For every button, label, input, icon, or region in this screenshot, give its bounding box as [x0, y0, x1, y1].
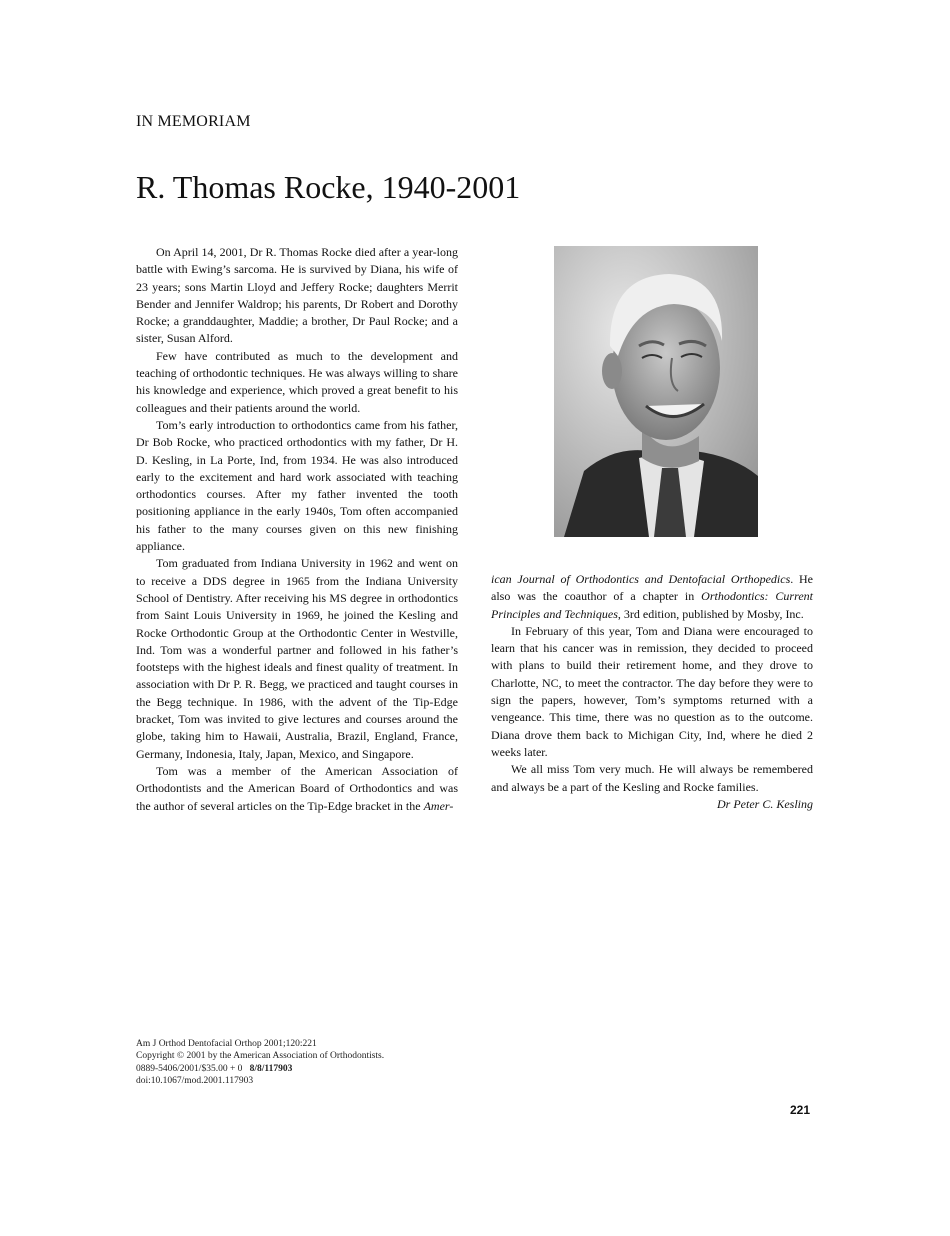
paragraph: Tom graduated from Indiana University in 1962 and went on to receive a DDS degree in 1965 from the Indiana University School of Dentistry. After receiving his MS degree in orthodontics from Saint Louis University in 1969, he joined the Kesling and Rocke Orthodontic Group at the Orthodontic Center in Westville, Ind. Tom was a wonderful partner and followed in his father’s footsteps with the highest ideals and finest quality of treatment. In association with Dr P. R. Begg, we practiced and taught courses in the Begg technique. In 1986, with the advent of the Tip-Edge bracket, Tom was invited to give lectures and courses around the globe, taking him to Hawaii, Australia, Brazil, England, France, Germany, Indonesia, Italy, Japan, Mexico, and Singapore. [136, 556, 458, 761]
portrait-photo [554, 246, 758, 537]
portrait-photo-icon [554, 246, 758, 537]
citation-footer [136, 1038, 384, 1088]
issn-code: 8/8/117903 [249, 1063, 293, 1074]
issn-line [136, 1063, 384, 1075]
paragraph-text: , 3rd edition, published by Mosby, Inc. [617, 606, 804, 621]
left-column [136, 244, 458, 815]
journal-name-start: Amer- [423, 798, 454, 813]
doi: doi:10.1067/mod.2001.117903 [136, 1076, 254, 1087]
paragraph: We all miss Tom very much. He will always be remembered and always be a part of the Kesling and Rocke families. [491, 762, 813, 794]
section-label: IN MEMORIAM [136, 113, 251, 130]
copyright: Copyright © 2001 by the American Association of Orthodontists. [136, 1051, 385, 1062]
paragraph [491, 571, 813, 623]
article-title: R. Thomas Rocke, 1940-2001 [136, 169, 521, 205]
paragraph: Few have contributed as much to the development and teaching of orthodontic techniques. He was always willing to share his knowledge and experience, which proved a great benefit to his colleagues and their patients around the world. [136, 348, 458, 415]
paragraph: In February of this year, Tom and Diana were encouraged to learn that his cancer was in remission, they decided to proceed with plans to build their retirement home, and they drove to Charlotte, NC, to meet the contractor. The day before they were to sign the papers, however, Tom’s symptoms returned with a vengeance. This time, there was no question as to the outcome. Diana drove them back to Michigan City, Ind, where he died 2 weeks later. [491, 623, 813, 759]
paragraph-text: . He also was the coauthor of a chapter in [491, 572, 813, 604]
paragraph: Tom’s early introduction to orthodontics came from his father, Dr Bob Rocke, who practiced orthodontics with my father, Dr H. D. Kesling, in La Porte, Ind, from 1934. He was also introduced early to the excitement and hard work associated with teaching orthodontics courses. After my father invented the tooth positioning appliance in the early 1940s, Tom often accompanied his father to the many courses given on this new finishing appliance. [136, 417, 458, 554]
page-number: 221 [790, 1103, 811, 1117]
right-column [491, 571, 813, 813]
citation: Am J Orthod Dentofacial Orthop 2001;120:221 [136, 1039, 317, 1049]
paragraph [136, 763, 458, 815]
book-title: Orthodontics: Current Principles and Techniques [491, 589, 813, 621]
author-signature: Dr Peter C. Kesling [717, 796, 813, 811]
paragraph: On April 14, 2001, Dr R. Thomas Rocke died after a year-long battle with Ewing’s sarcoma. He is survived by Diana, his wife of 23 years; sons Martin Lloyd and Jeffery Rocke; daughters Merrit Bender and Jennifer Waldrop; his parents, Dr Robert and Dorothy Rocke; a granddaughter, Maddie; a brother, Dr Paul Rocke; and a sister, Susan Alford. [136, 245, 458, 346]
journal-name-end: ican Journal of Orthodontics and Dentofacial Orthopedics [491, 572, 791, 586]
issn: 0889-5406/2001/$35.00 + 0 [136, 1063, 243, 1074]
paragraph-text: Tom was a member of the American Association of Orthodontists and the American Board of Orthodontics and was the author of several articles on the Tip-Edge bracket in the [136, 763, 458, 813]
